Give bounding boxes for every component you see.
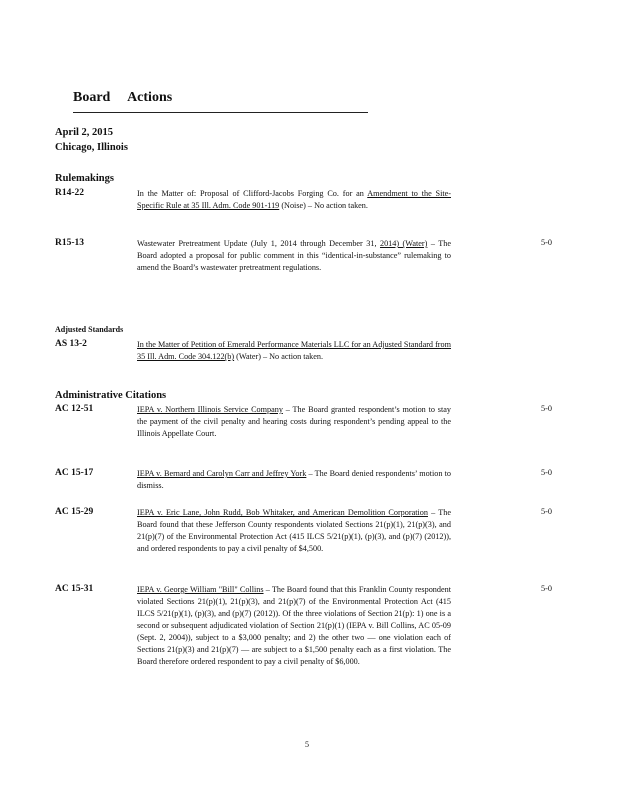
case-code: AC 15-29 xyxy=(55,507,94,517)
case-title: IEPA v. George William "Bill" Collins xyxy=(137,585,264,594)
case-title: IEPA v. Eric Lane, John Rudd, Bob Whitaker, and American Demolition Corporation xyxy=(137,508,428,517)
section-rulemakings: Rulemakings xyxy=(55,173,114,184)
page-title: Board Actions xyxy=(73,90,173,105)
case-title: In the Matter of Petition of Emerald Performance Materials LLC for an Adjusted Standard from 35 Ill. Adm. Code 304.122(b) xyxy=(137,340,451,361)
case-description xyxy=(137,188,451,212)
case-title: 2014) (Water) xyxy=(379,239,428,248)
meeting-date: April 2, 2015 xyxy=(55,127,114,138)
case-code: AS 13-2 xyxy=(55,339,87,349)
case-code: AC 15-31 xyxy=(55,584,94,594)
case-action: – The Board granted respondent’s motion to stay the payment of the civil penalty and hearing costs during respondent’s pending appeal to the Illinois Appellate Court. xyxy=(137,405,451,438)
case-code: R15-13 xyxy=(55,238,85,248)
case-description xyxy=(137,584,451,668)
meeting-location: Chicago, Illinois xyxy=(55,142,128,153)
case-title: IEPA v. Bernard and Carolyn Carr and Jeffrey York xyxy=(137,469,307,478)
case-action: (Water) – No action taken. xyxy=(234,352,324,361)
case-action: – The Board adopted a proposal for public comment in this “identical-in-substance” rulemaking to amend the Board’s wastewater pretreatment regulations. xyxy=(137,239,451,272)
case-title: IEPA v. Northern Illinois Service Company xyxy=(137,405,283,414)
case-description xyxy=(137,339,451,363)
case-action: – The Board found that these Jefferson County respondents violated Sections 21(p)(1), 21(p)(3), and 21(p)(7) of the Environmental Protection Act (415 ILCS 5/21(p)(1), (p)(3), and (p)(7) (2012)), and ordered respondents to pay a civil penalty of $4,500. xyxy=(137,508,451,553)
section-administrative-citations: Administrative Citations xyxy=(55,390,167,401)
case-code: AC 12-51 xyxy=(55,404,94,414)
vote-count: 5-0 xyxy=(541,468,552,477)
case-description xyxy=(137,238,451,274)
vote-count: 5-0 xyxy=(541,404,552,413)
title-rule xyxy=(73,112,368,113)
case-code: R14-22 xyxy=(55,188,85,198)
case-action: – The Board found that this Franklin County respondent violated Sections 21(p)(1), 21(p)(3), and 21(p)(7) of the Environmental Protection Act (415 ILCS 5/21(p)(1), (p)(3), and (p)(7) (2012)). Of the three violations of Section 21(p): 1) one is a second or subsequent adjudicated violation of Section 21(p)(1) (IEPA v. Bill Collins, AC 05-09 (Sept. 2, 2004)), subject to a $3,000 penalty; and 2) the other two — one violation each of Sections 21(p)(3) and 21(p)(7) — are subject to a $1,500 penalty each as a first violation. The Board therefore ordered respondent to pay a civil penalty of $6,000. xyxy=(137,585,452,666)
case-action: (Noise) – No action taken. xyxy=(279,201,368,210)
case-action: – The Board denied respondents’ motion to dismiss. xyxy=(137,469,451,490)
vote-count: 5-0 xyxy=(541,507,552,516)
vote-count: 5-0 xyxy=(541,238,552,247)
case-text: In the Matter of: Proposal of Clifford-Jacobs Forging Co. for an xyxy=(137,189,368,198)
vote-count: 5-0 xyxy=(541,584,552,593)
case-text: Wastewater Pretreatment Update (July 1, 2014 through December 31, xyxy=(137,239,380,248)
case-description xyxy=(137,507,451,555)
case-description xyxy=(137,404,451,440)
page-number: 5 xyxy=(305,740,309,749)
case-title: Amendment to the Site-Specific Rule at 35 Ill. Adm. Code 901-119 xyxy=(137,189,451,210)
case-code: AC 15-17 xyxy=(55,468,94,478)
section-adjusted-standards: Adjusted Standards xyxy=(55,325,124,334)
case-description xyxy=(137,468,451,492)
